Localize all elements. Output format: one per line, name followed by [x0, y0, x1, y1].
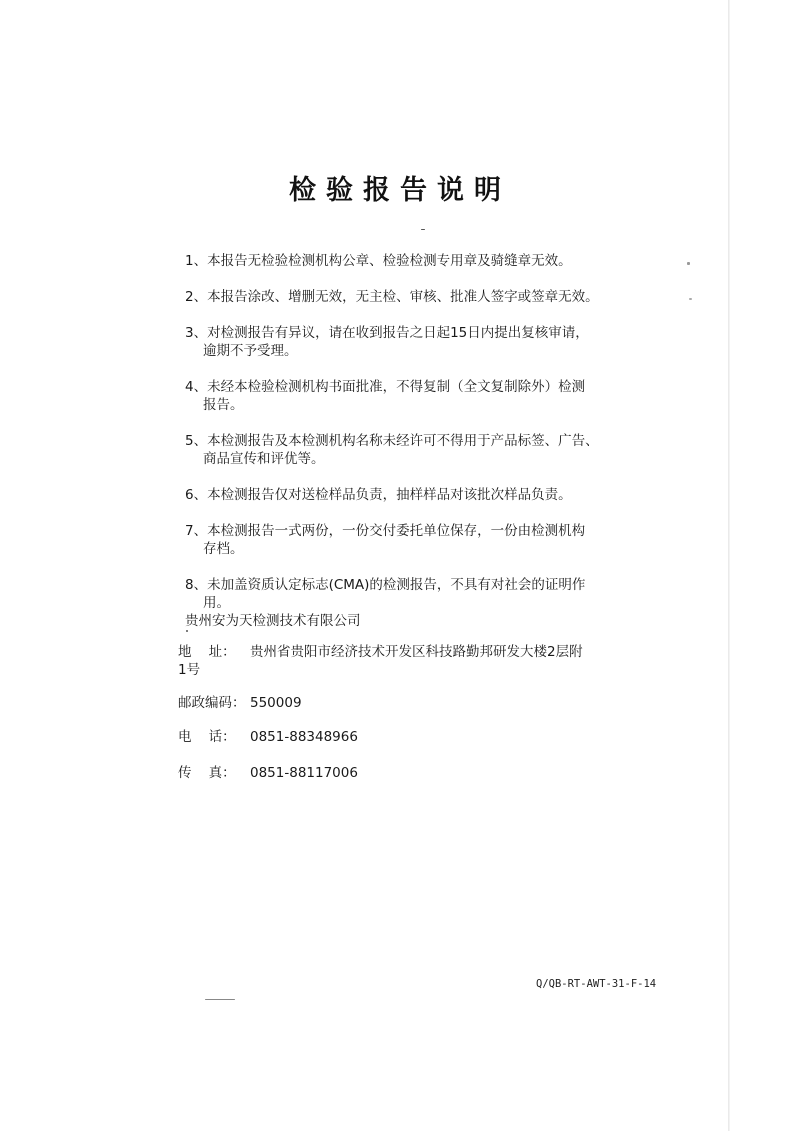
- postal-value: 550009: [250, 695, 302, 711]
- fax-value: 0851-88117006: [250, 765, 358, 781]
- address-label: 地 址：: [178, 644, 236, 660]
- address-value: 贵州省贵阳市经济技术开发区科技路勤邦研发大楼2层附: [250, 644, 583, 660]
- note-line: 3、对检测报告有异议，请在收到报告之日起15日内提出复核审请，: [185, 325, 589, 341]
- contact-fax: [178, 764, 358, 782]
- note-line-continued: 逾期不予受理。: [203, 343, 298, 359]
- scan-speck: [186, 630, 188, 632]
- note-line: 1、本报告无检验检测机构公章、检验检测专用章及骑缝章无效。: [185, 253, 572, 269]
- note-line: 2、本报告涂改、增删无效，无主检、审核、批准人签字或签章无效。: [185, 289, 599, 305]
- notes-list: [185, 252, 625, 630]
- scan-speck: [687, 262, 690, 265]
- phone-value: 0851-88348966: [250, 729, 358, 745]
- note-item-5: [185, 432, 625, 468]
- address-value-continued: 1号: [178, 662, 201, 678]
- phone-label: 电 话：: [178, 729, 236, 745]
- page-title: 检验报告说明: [289, 175, 511, 206]
- note-item-3: [185, 324, 625, 360]
- note-item-4: [185, 378, 625, 414]
- scan-speck: [421, 229, 425, 230]
- note-line-continued: 存档。: [203, 541, 244, 557]
- note-line: 8、未加盖资质认定标志(CMA)的检测报告，不具有对社会的证明作: [185, 577, 586, 593]
- note-line-continued: 商品宣传和评优等。: [203, 451, 325, 467]
- note-item-8: [185, 576, 625, 612]
- fax-label: 传 真：: [178, 765, 236, 781]
- contact-address: [178, 643, 583, 679]
- note-item-7: [185, 522, 625, 558]
- note-item-6: [185, 486, 625, 504]
- document-code: Q/QB-RT-AWT-31-F-14: [536, 978, 657, 990]
- scan-speck: [205, 999, 235, 1000]
- note-item-1: [185, 252, 625, 270]
- note-line: 7、本检测报告一式两份，一份交付委托单位保存，一份由检测机构: [185, 523, 586, 539]
- note-line-continued: 用。: [203, 595, 230, 611]
- company-name: 贵州安为天检测技术有限公司: [185, 613, 361, 629]
- note-line-continued: 报告。: [203, 397, 244, 413]
- note-line: 5、本检测报告及本检测机构名称未经许可不得用于产品标签、广告、: [185, 433, 599, 449]
- scan-edge-shadow: [728, 0, 730, 1131]
- contact-postal-code: [178, 694, 302, 712]
- contact-phone: [178, 728, 358, 746]
- note-line: 6、本检测报告仅对送检样品负责，抽样样品对该批次样品负责。: [185, 487, 572, 503]
- scan-speck: [689, 298, 692, 300]
- note-line: 4、未经本检验检测机构书面批准，不得复制（全文复制除外）检测: [185, 379, 586, 395]
- note-item-2: [185, 288, 625, 306]
- postal-label: 邮政编码：: [178, 695, 246, 711]
